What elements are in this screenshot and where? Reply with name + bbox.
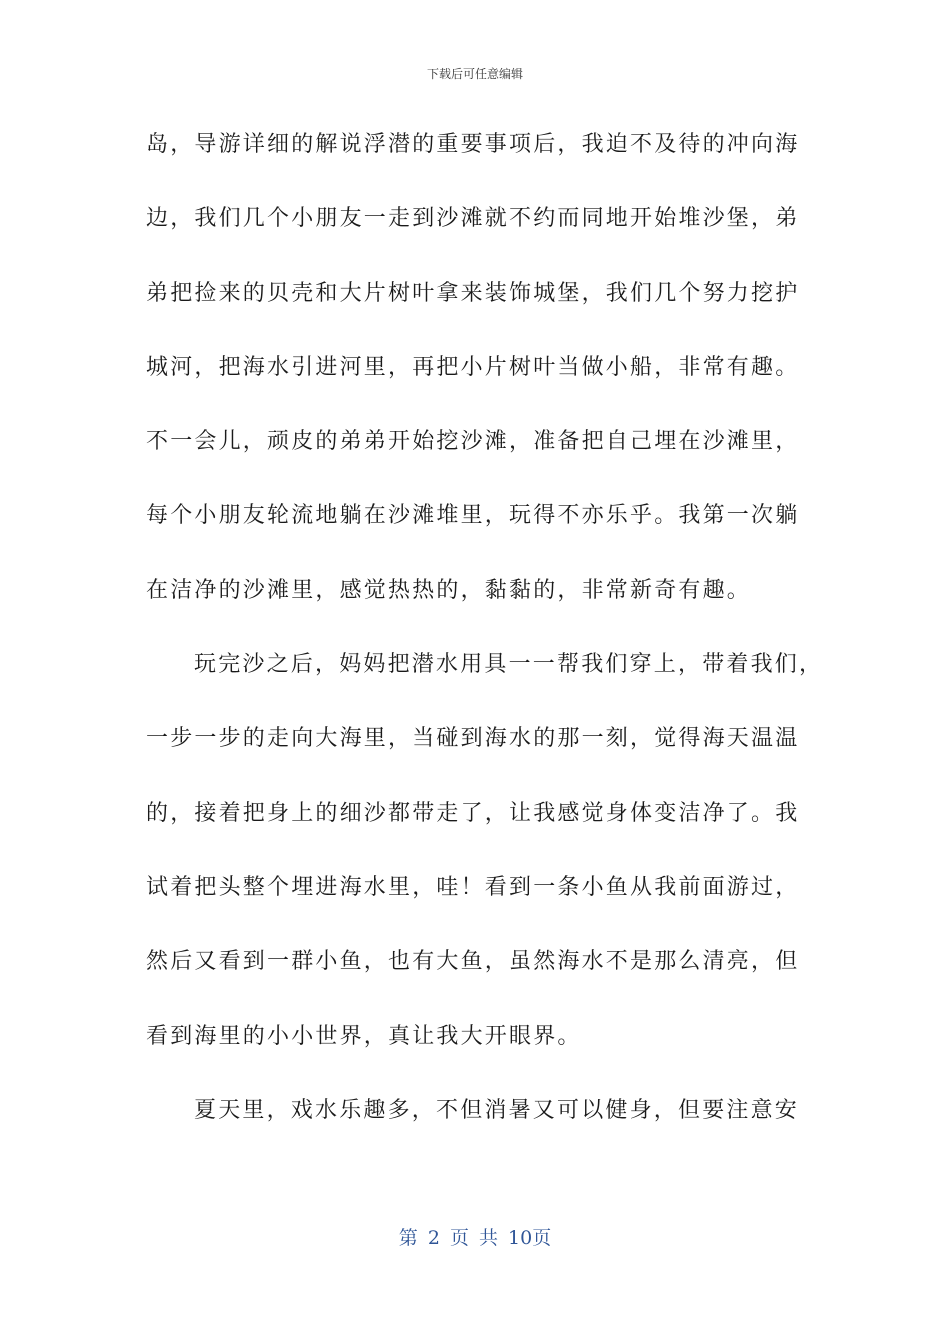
text-line: 每个小朋友轮流地躺在沙滩堆里，玩得不亦乐乎。我第一次躺 — [146, 503, 800, 529]
text-line: 弟把捡来的贝壳和大片树叶拿来装饰城堡，我们几个努力挖护 — [146, 280, 800, 306]
text-line: 试着把头整个埋进海水里，哇！看到一条小鱼从我前面游过， — [146, 874, 800, 900]
text-line: 的，接着把身上的细沙都带走了，让我感觉身体变洁净了。我 — [146, 800, 800, 826]
text-line: 城河，把海水引进河里，再把小片树叶当做小船，非常有趣。 — [146, 354, 800, 380]
document-body — [146, 118, 824, 1158]
text-line: 不一会儿，顽皮的弟弟开始挖沙滩，准备把自己埋在沙滩里， — [146, 429, 800, 455]
text-line: 然后又看到一群小鱼，也有大鱼，虽然海水不是那么清亮，但 — [146, 949, 800, 975]
page-number: 第 2 页 共 10页 — [398, 1227, 552, 1249]
paragraph-first-line: 玩完沙之后，妈妈把潜水用具一一帮我们穿上，带着我们， — [194, 652, 824, 678]
text-line: 边，我们几个小朋友一走到沙滩就不约而同地开始堆沙堡，弟 — [146, 206, 800, 232]
text-line: 一步一步的走向大海里，当碰到海水的那一刻，觉得海天温温 — [146, 726, 800, 752]
page-header: 下载后可任意编辑 — [426, 67, 523, 81]
text-line: 岛，导游详细的解说浮潜的重要事项后，我迫不及待的冲向海 — [146, 132, 800, 157]
paragraph-first-line: 夏天里，戏水乐趣多，不但消暑又可以健身，但要注意安 — [194, 1097, 800, 1123]
text-line: 在洁净的沙滩里，感觉热热的，黏黏的，非常新奇有趣。 — [146, 577, 752, 603]
text-line: 看到海里的小小世界，真让我大开眼界。 — [146, 1023, 582, 1049]
